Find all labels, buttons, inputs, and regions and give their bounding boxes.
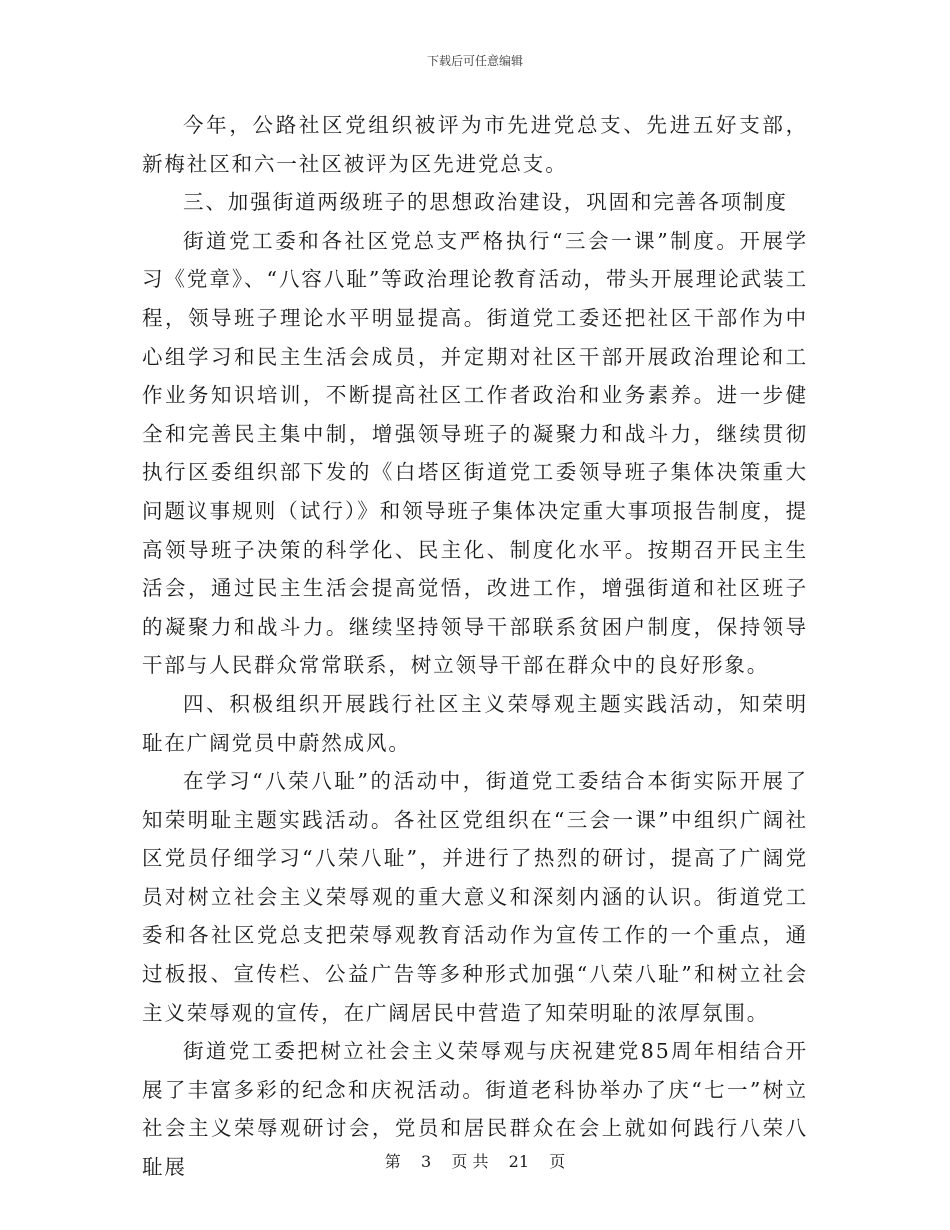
paragraph-honor-disgrace-activity: 在学习“八荣八耻”的活动中，街道党工委结合本街实际开展了知荣明耻主题实践活动。各社区党组织在“三会一课”中组织广阔社区党员仔细学习“八荣八耻”，并进行了热烈的研讨，提高了广阔党员对树立社会主义荣辱观的重大意义和深刻内涵的认识。街道党工委和各社区党总支把荣辱观教育活动作为宣传工作的一个重点，通过板报、宣传栏、公益广告等多种形式加强“八荣八耻”和树立社会主义荣辱观的宣传，在广阔居民中营造了知荣明耻的浓厚氛围。 — [142, 769, 808, 1025]
footer-prefix: 第 — [384, 1152, 401, 1171]
footer-middle: 页 共 — [451, 1152, 489, 1171]
document-body — [142, 106, 808, 1187]
section-heading-3: 三、加强街道两级班子的思想政治建设，巩固和完善各项制度 — [183, 190, 788, 215]
current-page-number: 3 — [420, 1152, 432, 1171]
total-pages-number: 21 — [508, 1152, 529, 1171]
section-heading-4: 四、积极组织开展践行社区主义荣辱观主题实践活动，知荣明耻在广阔党员中蔚然成风。 — [142, 691, 808, 755]
paragraph-political-building: 街道党工委和各社区党总支严格执行“三会一课”制度。开展学习《党章》、“八容八耻”等政治理论教育活动，带头开展理论武装工程，领导班子理论水平明显提高。街道党工委还把社区干部作为中心组学习和民主生活会成员，并定期对社区干部开展政治理论和工作业务知识培训，不断提高社区工作者政治和业务素养。进一步健全和完善民主集中制，增强领导班子的凝聚力和战斗力，继续贯彻执行区委组织部下发的《白塔区街道党工委领导班子集体决策重大问题议事规则（试行）》和领导班子集体决定重大事项报告制度，提高领导班子决策的科学化、民主化、制度化水平。按期召开民主生活会，通过民主生活会提高觉悟，改进工作，增强街道和社区班子的凝聚力和战斗力。继续坚持领导干部联系贫困户制度，保持领导干部与人民群众常常联系，树立领导干部在群众中的良好形象。 — [142, 228, 808, 678]
page-footer — [0, 1152, 950, 1172]
page-header-note: 下载后可任意编辑 — [426, 54, 523, 68]
paragraph-party-anniversary: 街道党工委把树立社会主义荣辱观与庆祝建党85周年相结合开展了丰富多彩的纪念和庆祝活动。街道老科协举办了庆“七一”树立社会主义荣辱观研讨会，党员和居民群众在会上就如何践行八荣八耻展 — [142, 1039, 808, 1180]
paragraph-honors: 今年，公路社区党组织被评为市先进党总支、先进五好支部，新梅社区和六一社区被评为区先进党总支。 — [142, 113, 808, 176]
footer-suffix: 页 — [549, 1152, 566, 1171]
